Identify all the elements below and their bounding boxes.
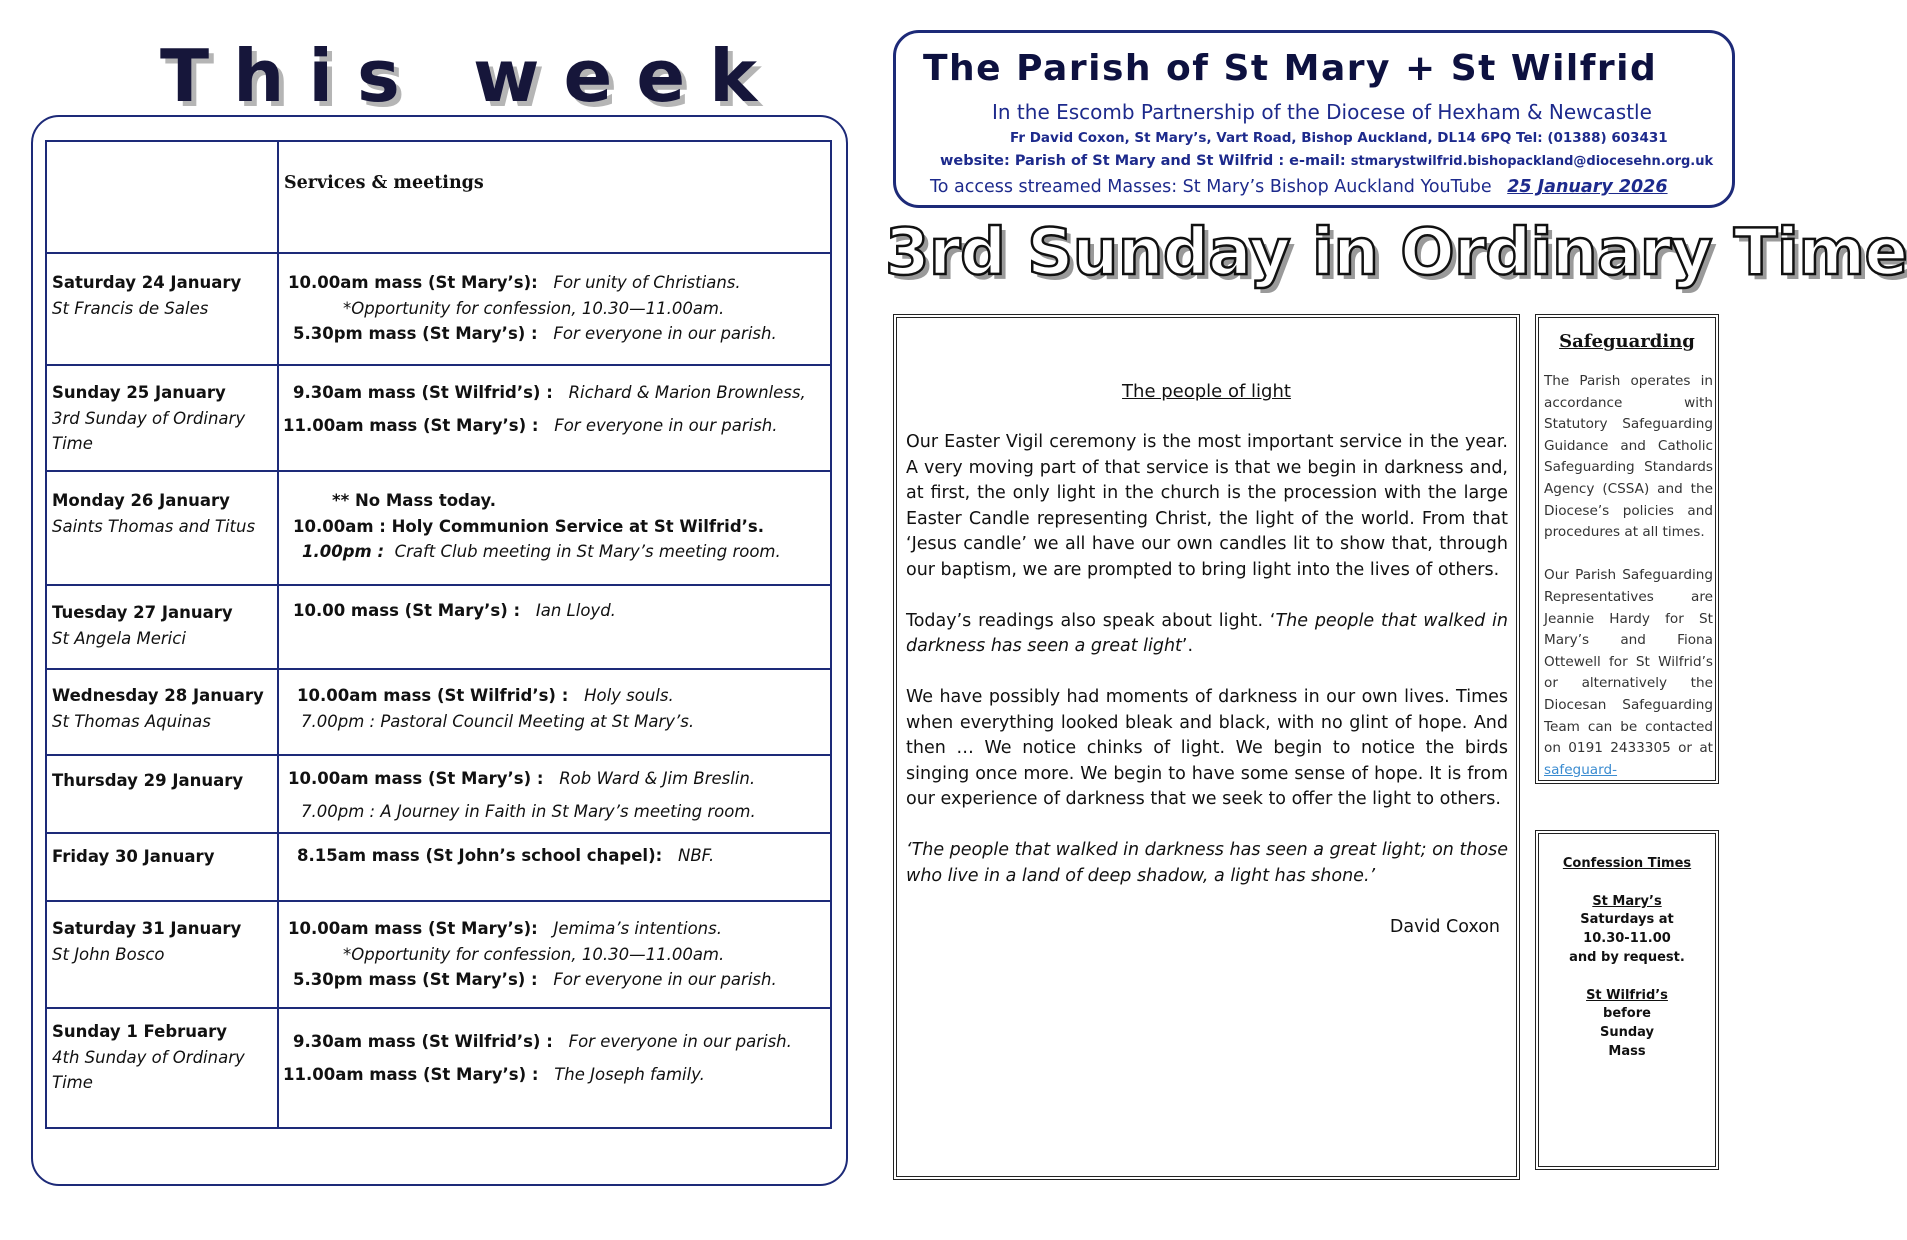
service-time: 5.30pm mass (St Mary’s) : xyxy=(293,324,538,343)
partnership-line: In the Escomb Partnership of the Diocese of Hexham & Newcastle xyxy=(992,100,1652,124)
confession-title: Confession Times xyxy=(1562,856,1692,871)
table-header-row xyxy=(47,142,830,254)
scripture-quote: The people that walked in darkness has seen a great light xyxy=(906,610,1508,656)
service-time: 10.00am : Holy Communion Service at St Wilfrid’s. xyxy=(293,516,764,536)
confession-time: before xyxy=(1603,1006,1651,1022)
day-name: Friday 30 January xyxy=(52,847,215,866)
closing-quote: ‘The people that walked in darkness has seen a great light; on those who live in a land of deep shadow, a light has shone.’ xyxy=(906,840,1508,886)
address-line: Fr David Coxon, St Mary’s, Vart Road, Bishop Auckland, DL14 6PQ Tel: (01388) 603431 xyxy=(1010,130,1668,146)
feast-name: St Angela Merici xyxy=(52,628,186,648)
paragraph-end: ’. xyxy=(1181,636,1194,656)
services-cell xyxy=(280,1025,828,1091)
confession-time: 10.30-11.00 xyxy=(1583,931,1671,947)
services-cell xyxy=(280,376,828,442)
parish-title: The Parish of St Mary + St Wilfrid xyxy=(923,48,1658,89)
sunday-title: 3rd Sunday in Ordinary Time xyxy=(885,216,1907,290)
feast-name: St Francis de Sales xyxy=(52,298,209,318)
service-intention: For everyone in our parish. xyxy=(554,416,778,435)
day-cell xyxy=(52,768,272,794)
this-week-title: This week xyxy=(160,34,782,118)
day-cell xyxy=(52,488,272,539)
service-intention: For everyone in our parish. xyxy=(553,970,777,989)
day-name: Saturday 31 January xyxy=(52,919,242,938)
website-line xyxy=(940,151,1713,172)
service-note: ** No Mass today. xyxy=(332,491,497,510)
services-cell xyxy=(280,762,828,828)
article-author: David Coxon xyxy=(1389,917,1500,937)
service-note: *Opportunity for confession, 10.30—11.00am. xyxy=(343,298,725,318)
services-cell xyxy=(280,488,828,565)
day-cell xyxy=(52,380,272,457)
services-header-label: Services & meetings xyxy=(284,173,484,193)
services-cell xyxy=(280,843,828,869)
confession-time: Mass xyxy=(1608,1043,1646,1059)
service-time: 10.00 mass (St Mary’s) : xyxy=(293,601,521,620)
streamed-line xyxy=(930,175,1668,199)
day-cell xyxy=(52,600,272,651)
confession-time: Sunday xyxy=(1599,1025,1655,1041)
service-time: 10.00am mass (St Mary’s): xyxy=(288,273,538,292)
article-heading: The people of light xyxy=(1122,381,1291,402)
day-cell xyxy=(52,916,272,967)
day-name: Thursday 29 January xyxy=(52,771,244,790)
feast-name: Saints Thomas and Titus xyxy=(52,516,256,536)
day-name: Sunday 25 January xyxy=(52,383,226,402)
service-time: 11.00am mass (St Mary’s) : xyxy=(283,1065,539,1084)
day-name: Saturday 24 January xyxy=(52,273,242,292)
feast-name: 4th Sunday of Ordinary Time xyxy=(52,1047,245,1092)
table-row xyxy=(47,472,830,586)
service-intention: Jemima’s intentions. xyxy=(553,919,722,938)
services-cell xyxy=(280,916,828,993)
service-intention: Ian Lloyd. xyxy=(535,601,616,620)
paragraph-start: Today’s readings also speak about light. ‘ xyxy=(906,610,1276,631)
table-row xyxy=(47,586,830,670)
table-row xyxy=(47,902,830,1009)
table-row xyxy=(47,670,830,756)
schedule-table xyxy=(45,140,832,1129)
feast-name: St Thomas Aquinas xyxy=(52,711,211,731)
confession-time: Saturdays at xyxy=(1580,912,1674,928)
article-paragraph: We have possibly had moments of darkness in our own lives. Times when everything looked bleak and black, with no glint of hope. And then … We notice chinks of light. We begin to notice the birds singing once more. We begin to have some sense of hope. It is from our experience of darkness that we seek to offer the light to others. xyxy=(906,687,1508,809)
email-address[interactable]: stmarystwilfrid.bishopackland@diocesehn.org.uk xyxy=(1350,154,1714,169)
service-intention: For everyone in our parish. xyxy=(553,324,777,343)
streamed-text: To access streamed Masses: St Mary’s Bishop Auckland YouTube xyxy=(930,177,1492,197)
service-intention: Holy souls. xyxy=(584,686,674,705)
bulletin-date: 25 January 2026 xyxy=(1507,177,1668,197)
service-intention: The Joseph family. xyxy=(554,1065,705,1084)
safeguarding-body xyxy=(1544,371,1713,803)
service-note: 7.00pm : A Journey in Faith in St Mary’s meeting room. xyxy=(301,802,756,821)
confession-content xyxy=(1535,855,1719,1062)
services-cell xyxy=(280,270,828,347)
service-time: 8.15am mass (St John’s school chapel): xyxy=(297,846,663,865)
safeguarding-contact: Our Parish Safeguarding Representatives are Jeannie Hardy for St Mary’s and Fiona Ottewell for St Wilfrid’s or alternatively the Diocesan Safeguarding Team can be contacted on 0191 2433305 or at xyxy=(1544,567,1713,757)
service-time: 10.00am mass (St Mary’s): xyxy=(288,919,538,938)
day-name: Tuesday 27 January xyxy=(52,603,233,622)
website-label: website: Parish of St Mary and St Wilfrid : e-mail: xyxy=(940,153,1346,169)
day-cell xyxy=(52,270,272,321)
service-time: 9.30am mass (St Wilfrid’s) : xyxy=(293,1032,553,1051)
safeguarding-paragraph: The Parish operates in accordance with Statutory Safeguarding Guidance and Catholic Safeguarding Standards Agency (CSSA) and the Diocese’s policies and procedures at all times. xyxy=(1544,373,1713,541)
table-row xyxy=(47,1009,830,1127)
day-name: Wednesday 28 January xyxy=(52,686,264,705)
service-time: 10.00am mass (St Mary’s) : xyxy=(288,769,544,788)
feast-name: 3rd Sunday of Ordinary Time xyxy=(52,408,246,453)
confession-church-mary: St Mary’s xyxy=(1592,893,1662,909)
table-row xyxy=(47,254,830,366)
service-time: 5.30pm mass (St Mary’s) : xyxy=(293,970,538,989)
day-cell xyxy=(52,683,272,734)
confession-time: and by request. xyxy=(1569,949,1685,965)
table-row xyxy=(47,756,830,834)
article-body xyxy=(906,430,1508,915)
service-note: *Opportunity for confession, 10.30—11.00am. xyxy=(343,944,725,964)
service-intention: Craft Club meeting in St Mary’s meeting room. xyxy=(394,542,781,561)
service-intention: Richard & Marion Brownless, xyxy=(568,383,806,402)
service-intention: Rob Ward & Jim Breslin. xyxy=(559,769,756,788)
service-time: 10.00am mass (St Wilfrid’s) : xyxy=(297,686,569,705)
service-intention: For unity of Christians. xyxy=(553,273,741,292)
service-time: 11.00am mass (St Mary’s) : xyxy=(283,416,539,435)
service-intention: NBF. xyxy=(677,846,715,865)
safeguarding-paragraph xyxy=(1544,565,1713,781)
services-cell xyxy=(280,683,828,734)
services-header xyxy=(284,170,828,197)
safeguarding-link[interactable]: safeguard- xyxy=(1544,761,1618,778)
service-intention: For everyone in our parish. xyxy=(568,1032,792,1051)
confession-church-wilfrid: St Wilfrid’s xyxy=(1586,987,1668,1003)
article-paragraph: Our Easter Vigil ceremony is the most important service in the year. A very moving part of that service is that we begin in darkness and, at first, the only light in the church is the procession with the large Easter Candle representing Christ, the light of the world. From that ‘Jesus candle’ we all have our own candles lit to show that, through our baptism, we are prompted to bring light into the lives of others. xyxy=(906,432,1508,580)
day-cell xyxy=(52,1019,272,1096)
services-cell xyxy=(280,598,828,624)
feast-name: St John Bosco xyxy=(52,944,165,964)
table-row xyxy=(47,834,830,902)
day-name: Monday 26 January xyxy=(52,491,230,510)
service-note: 7.00pm : Pastoral Council Meeting at St Mary’s. xyxy=(301,711,695,731)
safeguarding-title: Safeguarding xyxy=(1559,331,1695,352)
article-paragraph xyxy=(906,609,1508,660)
service-time: 1.00pm : xyxy=(302,542,385,561)
day-cell xyxy=(52,844,272,870)
day-name: Sunday 1 February xyxy=(52,1022,228,1041)
service-time: 9.30am mass (St Wilfrid’s) : xyxy=(293,383,553,402)
table-row xyxy=(47,366,830,472)
